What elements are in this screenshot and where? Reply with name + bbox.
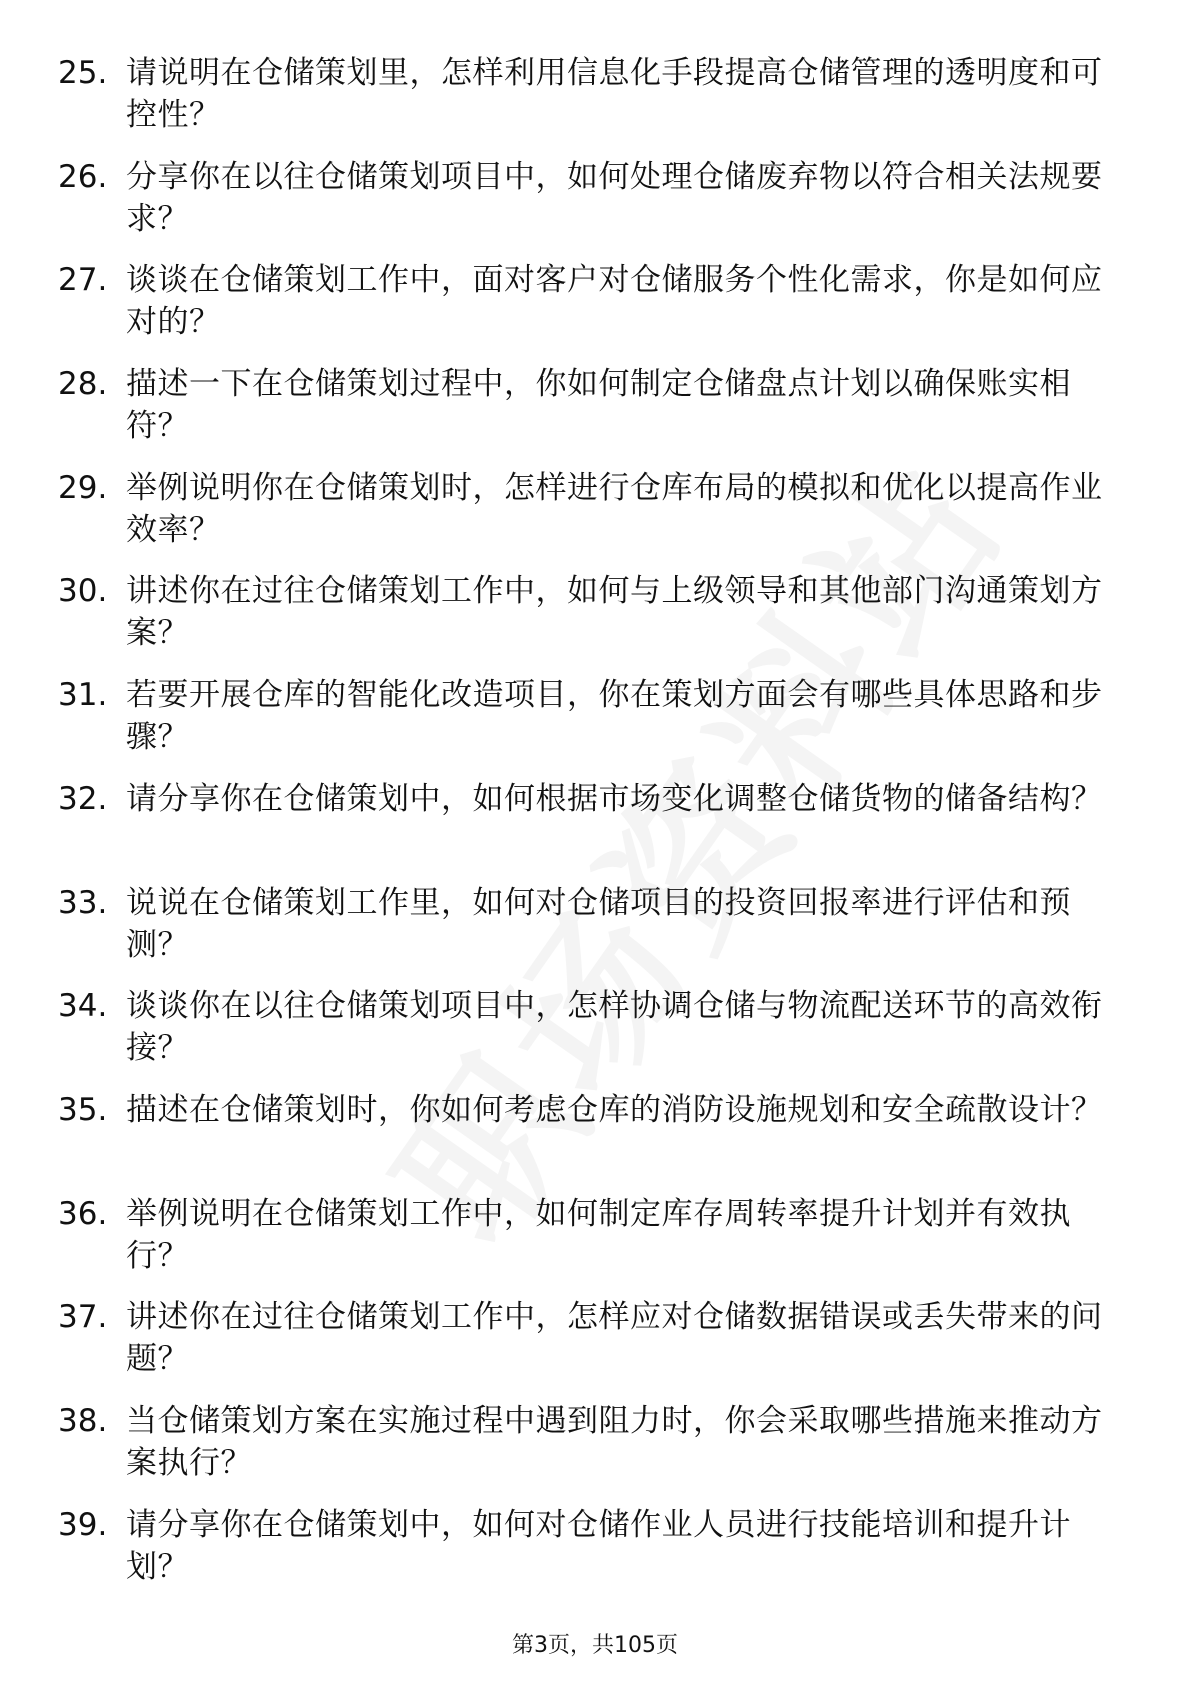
question-item: [58, 363, 1108, 467]
question-item: [58, 52, 1108, 156]
question-item: [58, 882, 1108, 986]
question-text: 讲述你在过往仓储策划工作中，怎样应对仓储数据错误或丢失带来的问题？: [126, 1299, 1103, 1378]
question-item: [58, 1400, 1108, 1504]
question-number: 37.: [58, 1299, 108, 1336]
question-number: 34.: [58, 988, 108, 1025]
question-number: 29.: [58, 469, 108, 506]
question-text: 讲述你在过往仓储策划工作中，如何与上级领导和其他部门沟通策划方案？: [126, 573, 1103, 652]
question-item: [58, 156, 1108, 260]
question-item: [58, 467, 1108, 571]
question-text: 谈谈你在以往仓储策划项目中，怎样协调仓储与物流配送环节的高效衔接？: [126, 988, 1103, 1067]
question-number: 25.: [58, 55, 108, 91]
question-item: [58, 1089, 1108, 1193]
question-number: 38.: [58, 1402, 108, 1439]
question-text: 分享你在以往仓储策划项目中，如何处理仓储废弃物以符合相关法规要求？: [126, 158, 1103, 237]
question-number: 36.: [58, 1195, 108, 1232]
page-footer: 第3页，共105页: [512, 1633, 678, 1658]
question-item: [58, 1504, 1108, 1608]
question-text: 请分享你在仓储策划中，如何对仓储作业人员进行技能培训和提升计划？: [126, 1506, 1071, 1585]
question-text: 若要开展仓库的智能化改造项目，你在策划方面会有哪些具体思路和步骤？: [126, 677, 1103, 756]
question-text: 请分享你在仓储策划中，如何根据市场变化调整仓储货物的储备结构？: [126, 780, 1103, 817]
question-number: 28.: [58, 366, 108, 403]
question-number: 30.: [58, 573, 108, 610]
question-item: [58, 985, 1108, 1089]
question-item: [58, 1193, 1108, 1297]
question-item: [58, 1296, 1108, 1400]
question-item: [58, 570, 1108, 674]
question-number: 39.: [58, 1506, 108, 1543]
question-number: 26.: [58, 158, 108, 195]
question-text: 举例说明在仓储策划工作中，如何制定库存周转率提升计划并有效执行？: [126, 1195, 1071, 1274]
question-text: 描述一下在仓储策划过程中，你如何制定仓储盘点计划以确保账实相符？: [126, 366, 1071, 445]
question-number: 27.: [58, 262, 108, 299]
question-text: 当仓储策划方案在实施过程中遇到阻力时，你会采取哪些措施来推动方案执行？: [126, 1402, 1103, 1481]
question-number: 35.: [58, 1091, 108, 1128]
question-number: 31.: [58, 677, 108, 714]
question-item: [58, 778, 1108, 882]
question-item: [58, 674, 1108, 778]
question-number: 33.: [58, 884, 108, 921]
question-item: [58, 259, 1108, 363]
question-text: 描述在仓储策划时，你如何考虑仓库的消防设施规划和安全疏散设计？: [126, 1091, 1103, 1128]
question-text: 谈谈在仓储策划工作中，面对客户对仓储服务个性化需求，你是如何应对的？: [126, 262, 1103, 341]
question-text: 举例说明你在仓储策划时，怎样进行仓库布局的模拟和优化以提高作业效率？: [126, 469, 1103, 548]
question-text: 请说明在仓储策划里，怎样利用信息化手段提高仓储管理的透明度和可控性？: [126, 55, 1103, 133]
question-text: 说说在仓储策划工作里，如何对仓储项目的投资回报率进行评估和预测？: [126, 884, 1071, 963]
question-list: [58, 52, 1108, 1607]
question-number: 32.: [58, 780, 108, 817]
